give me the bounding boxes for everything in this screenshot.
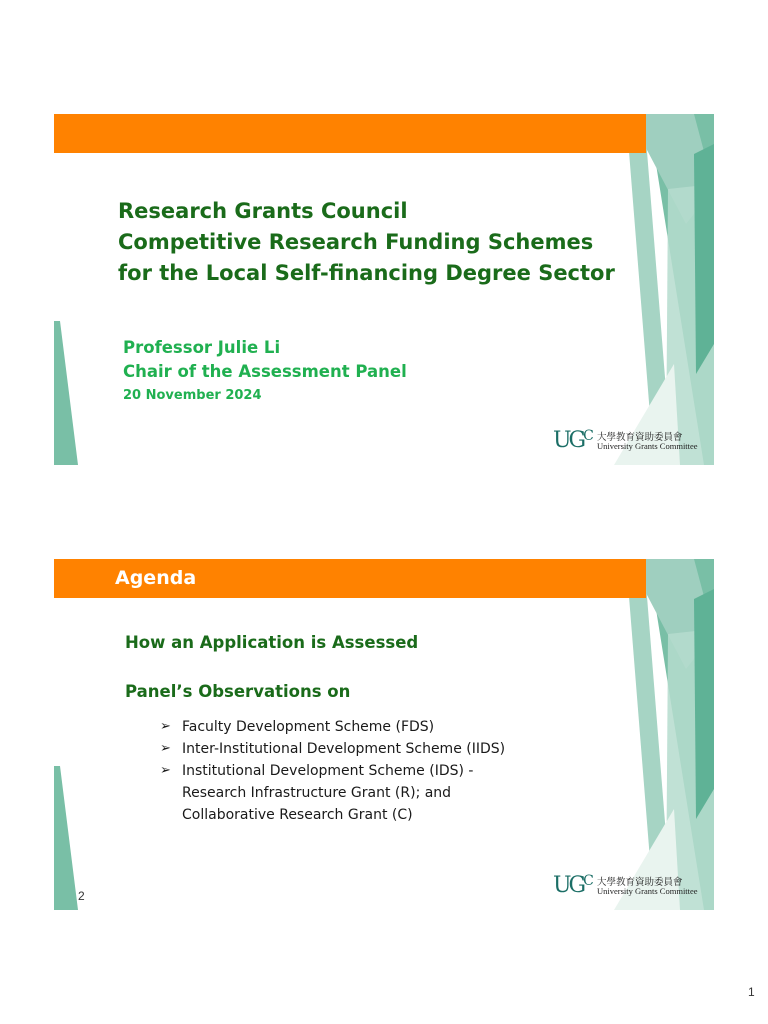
presenter-name: Professor Julie Li bbox=[123, 338, 281, 357]
title-line-3: for the Local Self-financing Degree Sector bbox=[118, 261, 615, 285]
arrow-bullet-icon: ➢ bbox=[160, 763, 171, 778]
presentation-date: 20 November 2024 bbox=[123, 388, 262, 403]
presenter-role: Chair of the Assessment Panel bbox=[123, 362, 407, 381]
list-item: ➢ Institutional Development Scheme (IDS) - Research Infrastructure Grant (R); and Collaborative Research Grant (C) bbox=[160, 760, 505, 826]
list-item: ➢ Inter-Institutional Development Scheme (IIDS) bbox=[160, 738, 505, 760]
list-item: ➢ Faculty Development Scheme (FDS) bbox=[160, 716, 505, 738]
scheme-list bbox=[160, 716, 505, 826]
ugc-logo-english: University Grants Committee bbox=[597, 441, 698, 451]
ugc-logo-mark: $UG^C$ bbox=[553, 428, 591, 453]
ugc-logo bbox=[553, 428, 703, 454]
ugc-logo-mark: $UG^C$ bbox=[553, 873, 591, 898]
agenda-title: Agenda bbox=[115, 567, 197, 589]
slide-number: 2 bbox=[78, 889, 85, 903]
presenter-block bbox=[123, 336, 407, 406]
ugc-logo-chinese: 大學教育資助委員會 bbox=[597, 432, 683, 443]
list-item-continuation: Research Infrastructure Grant (R); and bbox=[182, 785, 452, 801]
ugc-logo bbox=[553, 873, 703, 899]
slide-title bbox=[118, 196, 615, 289]
title-line-2: Competitive Research Funding Schemes bbox=[118, 230, 594, 254]
page-number: 1 bbox=[748, 985, 755, 999]
section-heading-assessment: How an Application is Assessed bbox=[125, 633, 419, 652]
section-heading-observations: Panel’s Observations on bbox=[125, 682, 351, 701]
list-item-continuation: Collaborative Research Grant (C) bbox=[182, 807, 413, 823]
ugc-logo-chinese: 大學教育資助委員會 bbox=[597, 877, 683, 888]
title-slide bbox=[54, 114, 714, 465]
title-line-1: Research Grants Council bbox=[118, 199, 408, 223]
ugc-logo-english: University Grants Committee bbox=[597, 886, 698, 896]
slide-decoration bbox=[54, 114, 714, 465]
arrow-bullet-icon: ➢ bbox=[160, 741, 171, 756]
header-bar bbox=[54, 114, 646, 153]
agenda-slide bbox=[54, 559, 714, 910]
arrow-bullet-icon: ➢ bbox=[160, 719, 171, 734]
